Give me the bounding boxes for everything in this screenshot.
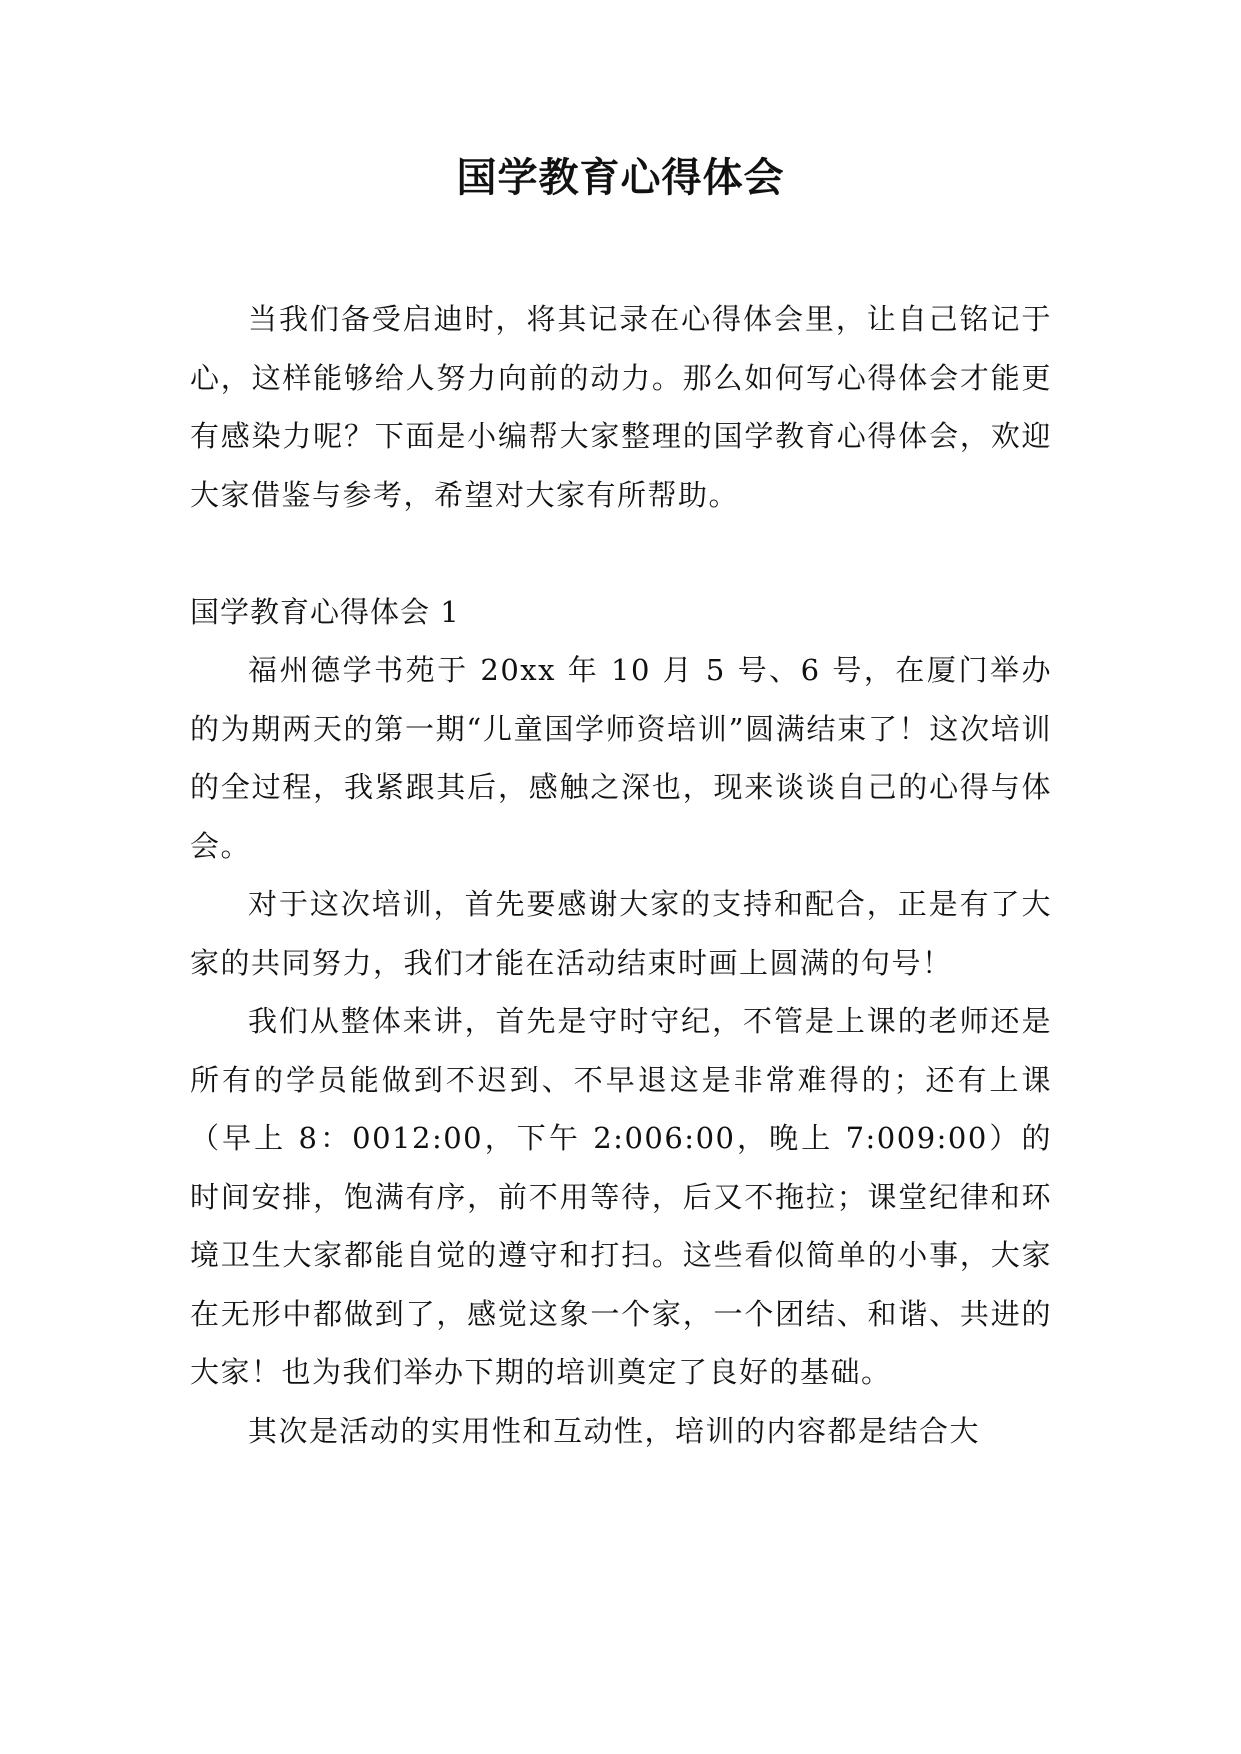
body-paragraph: 其次是活动的实用性和互动性，培训的内容都是结合大	[248, 1413, 981, 1448]
section-heading: 国学教育心得体会 1	[190, 594, 460, 629]
document-body	[190, 290, 1052, 1460]
document-title: 国学教育心得体会	[456, 155, 785, 201]
body-paragraph: 对于这次培训，首先要感谢大家的支持和配合，正是有了大家的共同努力，我们才能在活动结束时画上圆满的句号！	[190, 887, 1052, 980]
paragraph-spacer	[190, 524, 1052, 583]
intro-paragraph: 当我们备受启迪时，将其记录在心得体会里，让自己铭记于心，这样能够给人努力向前的动力。那么如何写心得体会才能更有感染力呢？下面是小编帮大家整理的国学教育心得体会，欢迎大家借鉴与参考，希望对大家有所帮助。	[190, 302, 1052, 512]
body-paragraph: 福州德学书苑于 20xx 年 10 月 5 号、6 号，在厦门举办的为期两天的第一期“儿童国学师资培训”圆满结束了！这次培训的全过程，我紧跟其后，感触之深也，现来谈谈自己的心得与体会。	[190, 653, 1052, 863]
body-paragraph: 我们从整体来讲，首先是守时守纪，不管是上课的老师还是所有的学员能做到不迟到、不早退这是非常难得的；还有上课（早上 8：0012:00，下午 2:006:00，晚上 7:009:00）的时间安排，饱满有序，前不用等待，后又不拖拉；课堂纪律和环境卫生大家都能自觉的遵守和打扫。这些看似简单的小事，大家在无形中都做到了，感觉这象一个家，一个团结、和谐、共进的大家！也为我们举办下期的培训奠定了良好的基础。	[190, 1004, 1052, 1389]
